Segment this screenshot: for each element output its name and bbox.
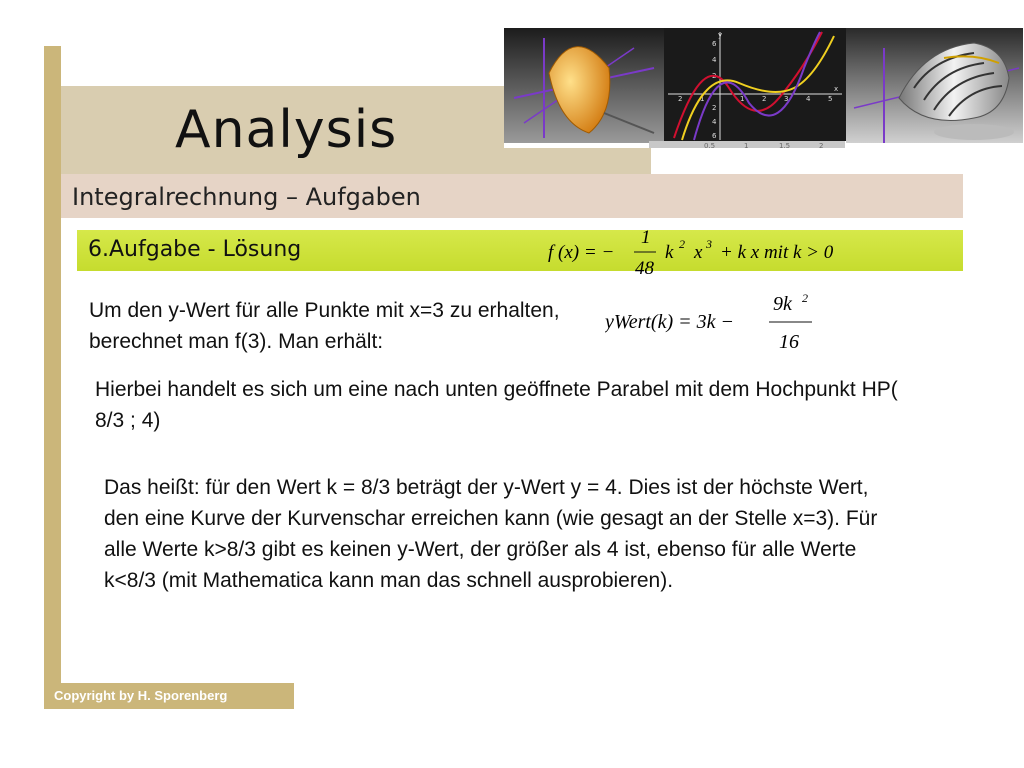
graph-bottom-tick: 0.5	[704, 142, 716, 148]
graph-y-tick: 6	[712, 40, 717, 48]
function-definition-formula	[548, 228, 888, 280]
formula-f-lhs: f (x) = −	[548, 242, 615, 263]
graph-x-tick: 2	[678, 95, 683, 103]
header-image-strip	[504, 28, 1023, 148]
formula-f-numerator: 1	[641, 228, 651, 248]
paragraph-parabola: Hierbei handelt es sich um eine nach unten geöffnete Parabel mit dem Hochpunkt HP( 8/3 ; 4)	[95, 378, 898, 432]
paragraph-intro: Um den y-Wert für alle Punkte mit x=3 zu erhalten, berechnet man f(3). Man erhält:	[89, 299, 560, 353]
formula-ywert-lhs: yWert(k) = 3k −	[605, 311, 734, 333]
graph-y-label: y	[718, 31, 723, 39]
graph-x-tick: 3	[784, 95, 789, 103]
function-graph	[649, 28, 846, 148]
copyright-label: Copyright by H. Sporenberg	[44, 683, 294, 709]
slide-subtitle: Integralrechnung – Aufgaben	[72, 183, 421, 211]
formula-f-x: x	[694, 242, 703, 263]
formula-ywert-num-exponent: 2	[802, 292, 808, 305]
formula-f-tail: + k x mit k > 0	[720, 242, 834, 263]
graph-x-tick: 2	[762, 95, 767, 103]
rotation-body-picture	[846, 28, 1023, 143]
graph-x-tick: 1	[700, 95, 705, 103]
paragraph-conclusion: Das heißt: für den Wert k = 8/3 beträgt der y-Wert y = 4. Dies ist der höchste Wert, den eine Kurve der Kurvenschar erreichen kann (wie gesagt an der Stelle x=3). Für alle Werte k>8/3 gibt es keinen y-Wert, der größer als 4 ist, ebenso für alle Werte k<8/3 (mit Mathematica kann man das schnell ausprobieren).	[104, 476, 878, 592]
graph-x-label: x	[834, 85, 839, 93]
graph-y-tick: 6	[712, 132, 717, 140]
graph-y-tick: 4	[712, 118, 717, 126]
ywert-formula	[605, 292, 825, 352]
graph-x-tick: 5	[828, 95, 833, 103]
graph-y-tick: 2	[712, 72, 717, 80]
slide-title: Analysis	[175, 100, 398, 160]
graph-y-tick: 2	[712, 104, 717, 112]
task-label: 6.Aufgabe - Lösung	[88, 237, 302, 262]
paraboloid-picture	[504, 28, 664, 143]
formula-f-x-exponent: 3	[706, 237, 712, 251]
formula-ywert-numerator: 9k	[773, 293, 792, 315]
formula-f-k-exponent: 2	[679, 237, 685, 251]
formula-ywert-denominator: 16	[779, 331, 799, 352]
left-accent-bar	[44, 46, 61, 706]
formula-f-k: k	[665, 242, 674, 263]
graph-bottom-tick: 2	[819, 142, 824, 148]
graph-bottom-tick: 1	[744, 142, 749, 148]
formula-f-denominator: 48	[635, 258, 654, 279]
graph-y-tick: 4	[712, 56, 717, 64]
graph-bottom-tick: 1.5	[779, 142, 791, 148]
graph-x-tick: 4	[806, 95, 811, 103]
graph-x-tick: 1	[740, 95, 745, 103]
header-illustration	[504, 28, 1023, 148]
